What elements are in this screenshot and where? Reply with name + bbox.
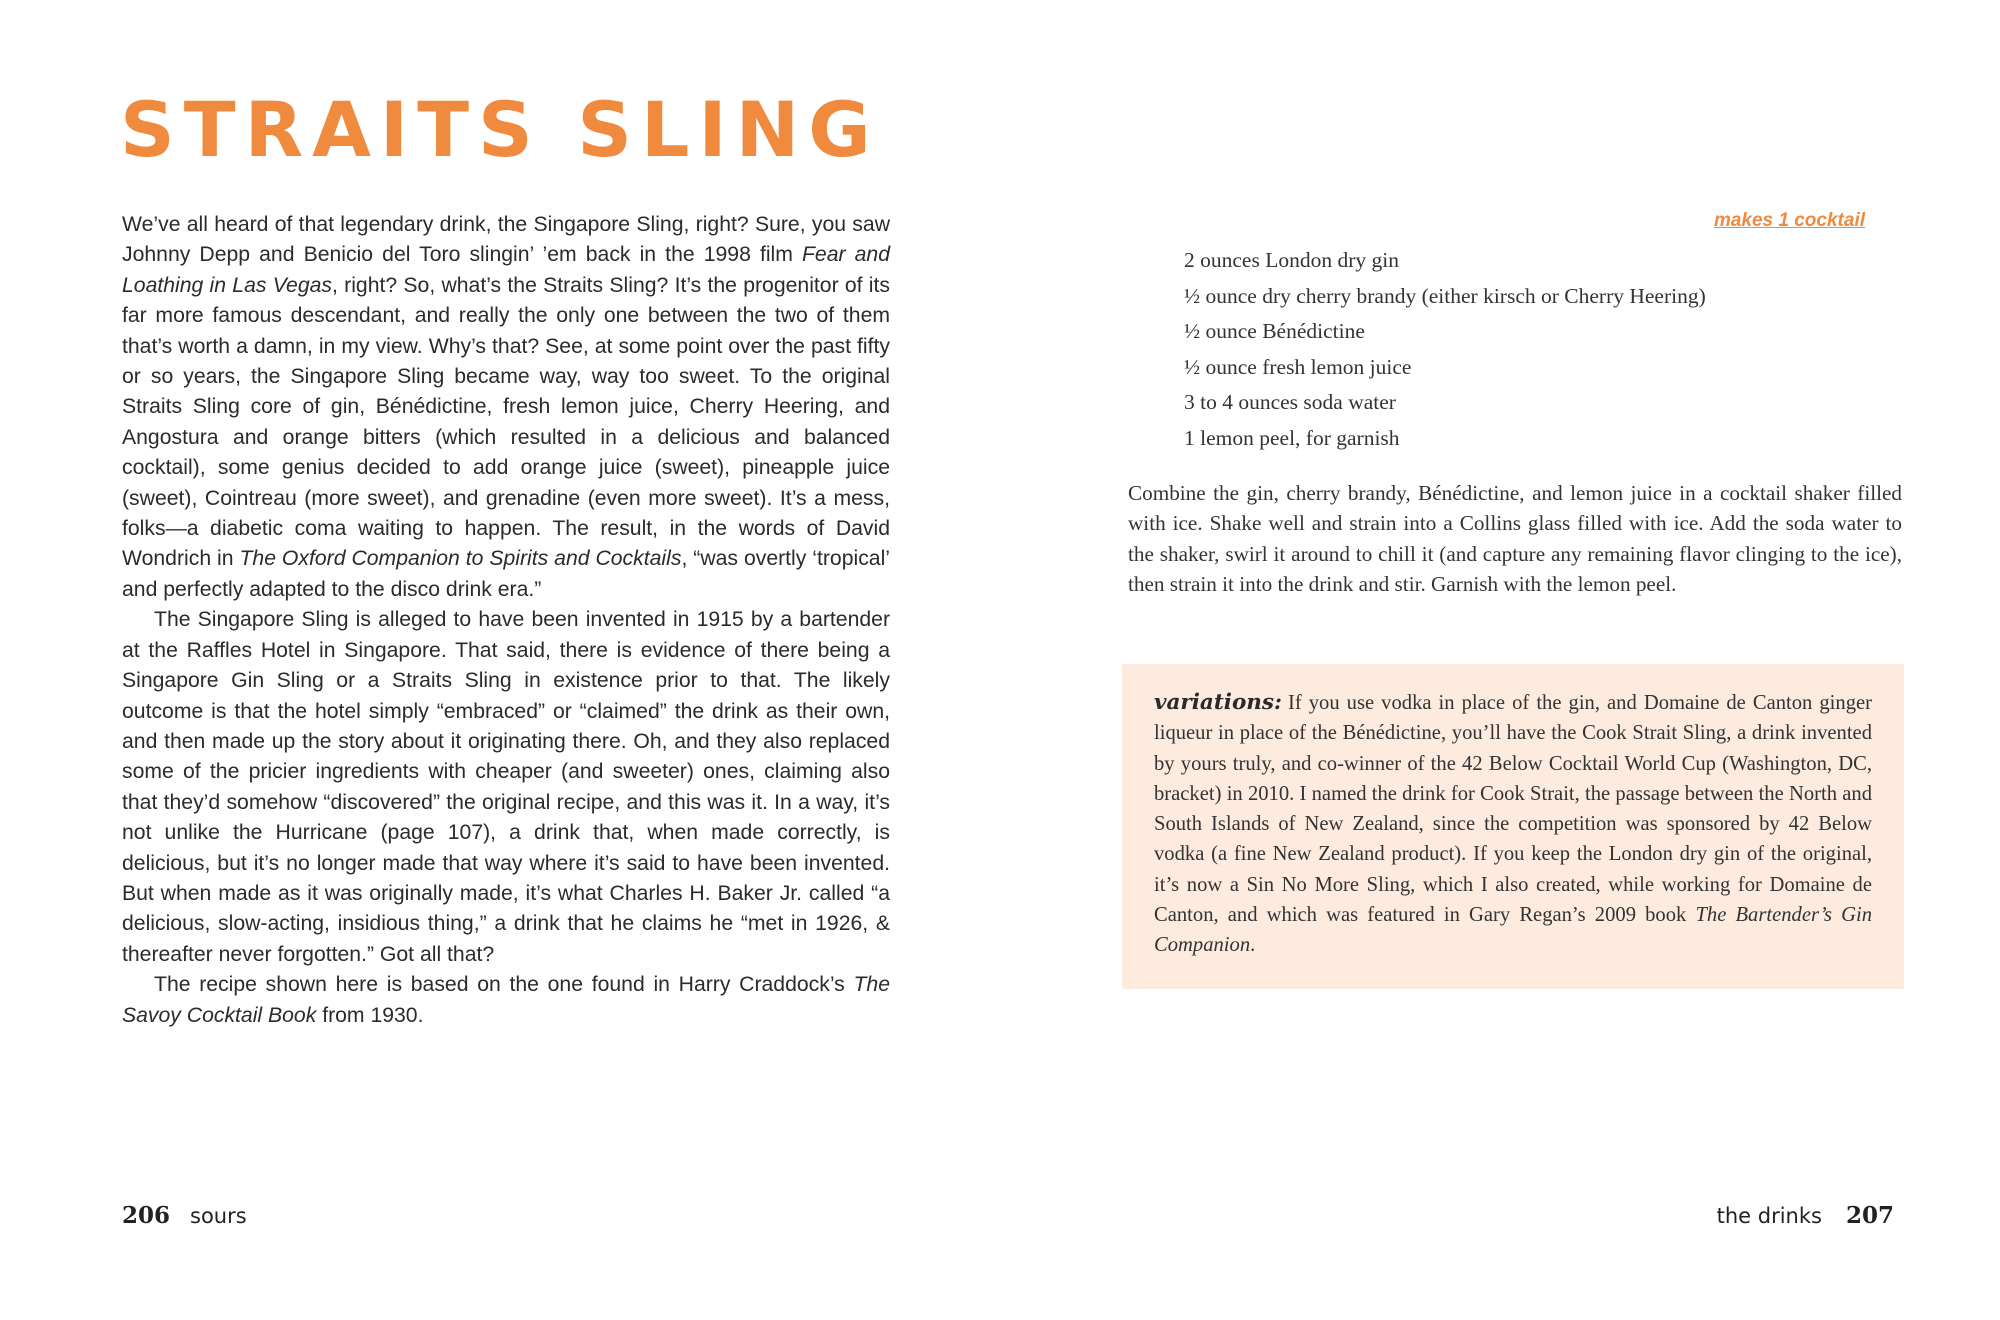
ingredient-item: ½ ounce Bénédictine xyxy=(1184,319,1365,343)
page-number-left: 206 xyxy=(122,1202,171,1229)
intro-paragraph-3: The recipe shown here is based on the one found in Harry Craddock’s The Savoy Cocktail Book from 1930. xyxy=(122,973,890,1027)
recipe-title: STRAITS SLING xyxy=(120,85,880,174)
variations-body: If you use vodka in place of the gin, and Domaine de Canton ginger liqueur in place of the Bénédictine, you’ll have the Cook Strait Sling, a drink invented by yours truly, and co-winner of the 42 Below Cocktail World Cup (Washington, DC, bracket) in 2010. I named the drink for Cook Strait, the passage between the North and South Islands of New Zealand, since the competition was sponsored by 42 Below vodka (a fine New Zealand product). If you keep the London dry gin of the original, it’s now a Sin No More Sling, which I also created, while working for Domaine de Canton, and which was featured in Gary Regan’s 2009 book The Bartender’s Gin Companion. xyxy=(1154,692,1872,957)
intro-paragraph-1: We’ve all heard of that legendary drink, the Singapore Sling, right? Sure, you saw Johnny Depp and Benicio del Toro slingin’ ’em back in the 1998 film Fear and Loathing in Las Vegas, right? So, what’s the Straits Sling? It’s the progenitor of its far more famous descendant, and really the only one between the two of them that’s worth a damn, in my view. Why’s that? See, at some point over the past fifty or so years, the Singapore Sling became way, way too sweet. To the original Straits Sling core of gin, Bénédictine, fresh lemon juice, Cherry Heering, and Angostura and orange bitters (which resulted in a delicious and balanced cocktail), some genius decided to add orange juice (sweet), pineapple juice (sweet), Cointreau (more sweet), and grenadine (even more sweet). It’s a mess, folks—a diabetic coma waiting to happen. The result, in the words of David Wondrich in The Oxford Companion to Spirits and Cocktails, “was overtly ‘tropical’ and perfectly adapted to the disco drink era.” xyxy=(122,213,891,601)
italic-title: The Oxford Companion to Spirits and Cocktails xyxy=(239,547,682,571)
ingredient-item: 3 to 4 ounces soda water xyxy=(1184,390,1396,414)
yield-label: makes 1 cocktail xyxy=(1713,210,1865,231)
section-name-left: sours xyxy=(190,1204,247,1228)
folio-right xyxy=(1717,1202,1894,1229)
intro-paragraph-2: The Singapore Sling is alleged to have been invented in 1915 by a bartender at the Raffles Hotel in Singapore. That said, there is evidence of there being a Singapore Gin Sling or a Straits Sling in existence prior to that. The likely outcome is that the hotel simply “embraced” or “claimed” the drink as their own, and then made up the story about it originating there. Oh, and they also replaced some of the pricier ingredients with cheaper (and sweeter) ones, claiming also that they’d somehow “discovered” the original recipe, and this was it. In a way, it’s not unlike the Hurricane (page 107), a drink that, when made correctly, is delicious, but it’s no longer made that way where it’s said to have been invented. But when made as it was originally made, it’s what Charles H. Baker Jr. called “a delicious, slow-acting, insidious thing,” a drink that he claims he “met in 1926, & thereafter never forgotten.” Got all that? xyxy=(122,608,890,966)
ingredient-item: ½ ounce fresh lemon juice xyxy=(1184,354,1412,379)
italic-title: Fear and Loathing in Las Vegas xyxy=(122,243,890,297)
section-name-right: the drinks xyxy=(1716,1204,1822,1228)
ingredient-item: 1 lemon peel, for garnish xyxy=(1184,425,1400,450)
intro-text xyxy=(122,210,890,1031)
variations-text xyxy=(1154,688,1872,961)
ingredient-list xyxy=(1184,243,1706,456)
italic-title: The Savoy Cocktail Book xyxy=(122,973,890,1027)
italic-title: The Bartender’s Gin Companion xyxy=(1154,904,1872,957)
variations-box xyxy=(1122,664,1904,989)
ingredient-item: 2 ounces London dry gin xyxy=(1184,248,1399,272)
right-page xyxy=(1000,0,2000,1320)
page-number-right: 207 xyxy=(1845,1202,1894,1229)
method-text: Combine the gin, cherry brandy, Bénédictine, and lemon juice in a cocktail shaker filled with ice. Shake well and strain into a Collins glass filled with ice. Add the soda water to the shaker, swirl it around to chill it (and capture any remaining flavor clinging to the ice), then strain it into the drink and stir. Garnish with the lemon peel. xyxy=(1128,481,1902,597)
ingredient-item: ½ ounce dry cherry brandy (either kirsch or Cherry Heering) xyxy=(1184,283,1706,308)
folio-left xyxy=(122,1202,247,1229)
variations-label: variations: xyxy=(1154,690,1282,715)
